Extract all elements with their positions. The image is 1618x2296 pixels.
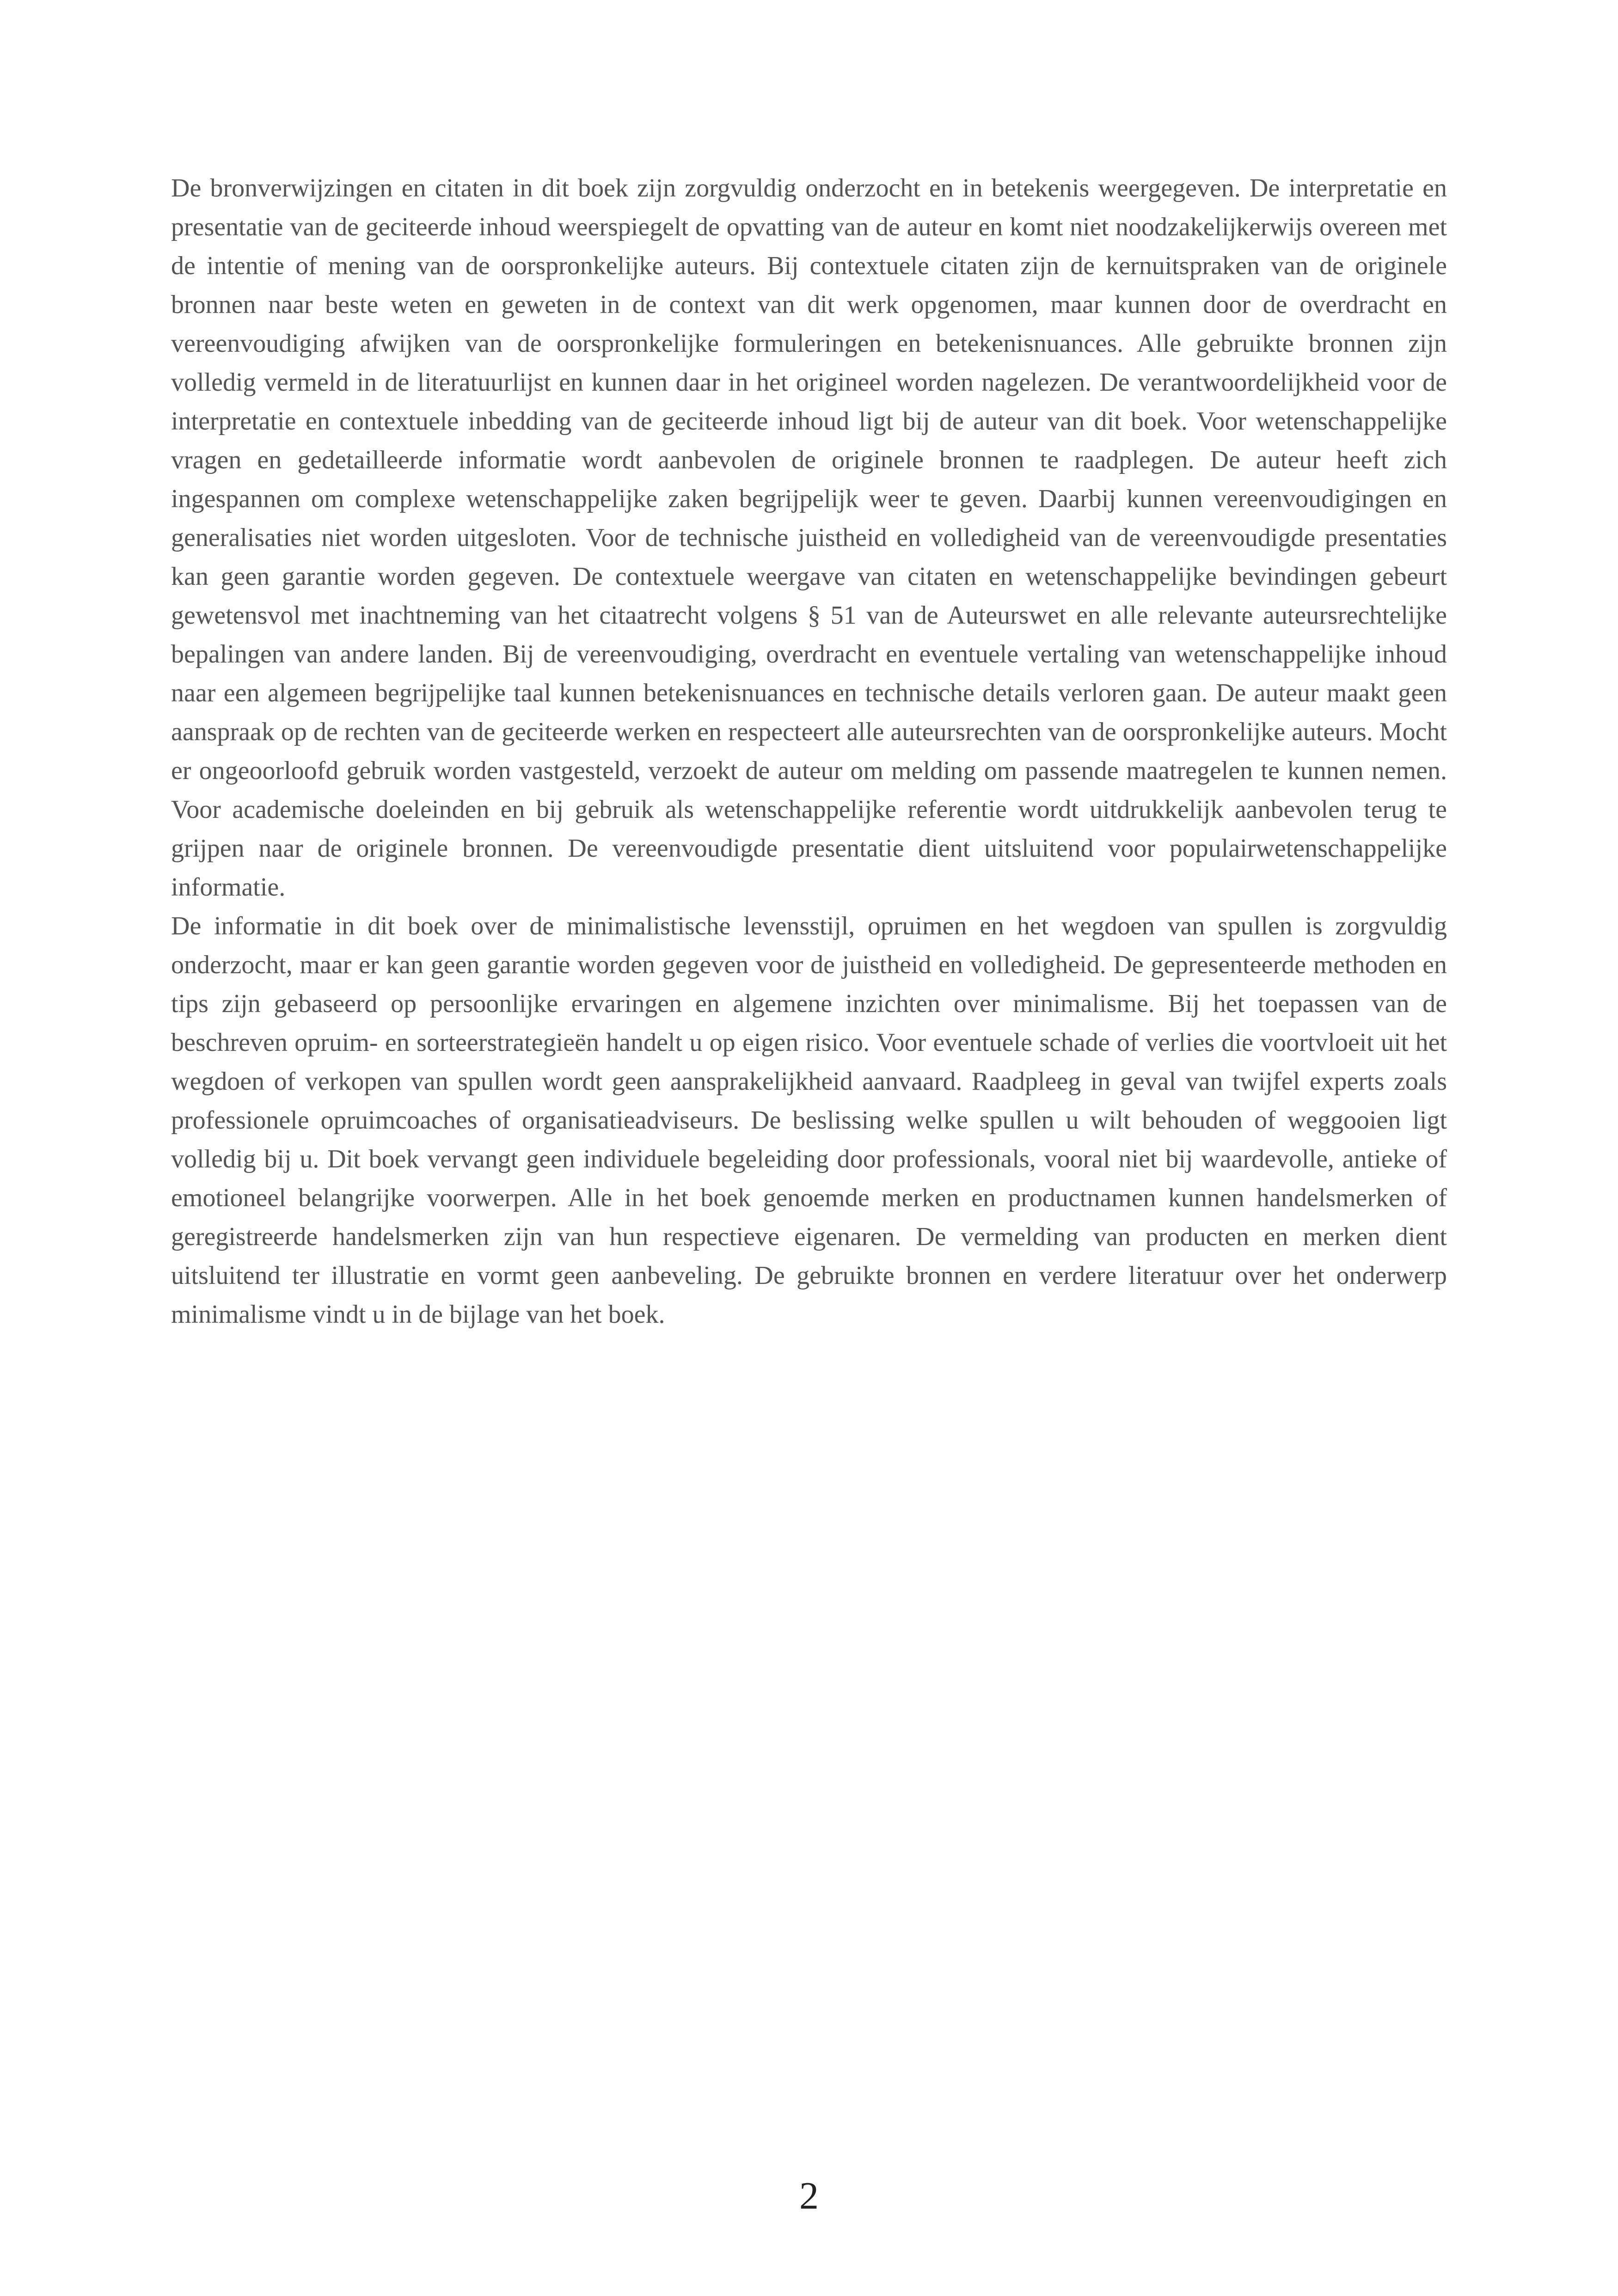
body-text — [171, 169, 1447, 1334]
page-number: 2 — [799, 2174, 819, 2217]
disclaimer-paragraph-minimalism: De informatie in dit boek over de minimalistische levensstijl, opruimen en het wegdoen van spullen is zorgvuldig onderzocht, maar er kan geen garantie worden gegeven voor de juistheid en volledigheid. De gepresenteerde methoden en tips zijn gebaseerd op persoonlijke ervaringen en algemene inzichten over minimalisme. Bij het toepassen van de beschreven opruim- en sorteerstrategieën handelt u op eigen risico. Voor eventuele schade of verlies die voortvloeit uit het wegdoen of verkopen van spullen wordt geen aansprakelijkheid aanvaard. Raadpleeg in geval van twijfel experts zoals professionele opruimcoaches of organisatieadviseurs. De beslissing welke spullen u wilt behouden of weggooien ligt volledig bij u. Dit boek vervangt geen individuele begeleiding door professionals, vooral niet bij waardevolle, antieke of emotioneel belangrijke voorwerpen. Alle in het boek genoemde merken en productnamen kunnen handelsmerken of geregistreerde handelsmerken zijn van hun respectieve eigenaren. De vermelding van producten en merken dient uitsluitend ter illustratie en vormt geen aanbeveling. De gebruikte bronnen en verdere literatuur over het onderwerp minimalisme vindt u in de bijlage van het boek. — [171, 912, 1447, 1329]
disclaimer-paragraph-citations: De bronverwijzingen en citaten in dit boek zijn zorgvuldig onderzocht en in betekenis weergegeven. De interpretatie en presentatie van de geciteerde inhoud weerspiegelt de opvatting van de auteur en komt niet noodzakelijkerwijs overeen met de intentie of mening van de oorspronkelijke auteurs. Bij contextuele citaten zijn de kernuitspraken van de originele bronnen naar beste weten en geweten in de context van dit werk opgenomen, maar kunnen door de overdracht en vereenvoudiging afwijken van de oorspronkelijke formuleringen en betekenisnuances. Alle gebruikte bronnen zijn volledig vermeld in de literatuurlijst en kunnen daar in het origineel worden nagelezen. De verantwoordelijkheid voor de interpretatie en contextuele inbedding van de geciteerde inhoud ligt bij de auteur van dit boek. Voor wetenschappelijke vragen en gedetailleerde informatie wordt aanbevolen de originele bronnen te raadplegen. De auteur heeft zich ingespannen om complexe wetenschappelijke zaken begrijpelijk weer te geven. Daarbij kunnen vereenvoudigingen en generalisaties niet worden uitgesloten. Voor de technische juistheid en volledigheid van de vereenvoudigde presentaties kan geen garantie worden gegeven. De contextuele weergave van citaten en wetenschappelijke bevindingen gebeurt gewetensvol met inachtneming van het citaatrecht volgens § 51 van de Auteurswet en alle relevante auteursrechtelijke bepalingen van andere landen. Bij de vereenvoudiging, overdracht en eventuele vertaling van wetenschappelijke inhoud naar een algemeen begrijpelijke taal kunnen betekenisnuances en technische details verloren gaan. De auteur maakt geen aanspraak op de rechten van de geciteerde werken en respecteert alle auteursrechten van de oorspronkelijke auteurs. Mocht er ongeoorloofd gebruik worden vastgesteld, verzoekt de auteur om melding om passende maatregelen te kunnen nemen. Voor academische doeleinden en bij gebruik als wetenschappelijke referentie wordt uitdrukkelijk aanbevolen terug te grijpen naar de originele bronnen. De vereenvoudigde presentatie dient uitsluitend voor populairwetenschappelijke informatie. — [171, 174, 1447, 902]
